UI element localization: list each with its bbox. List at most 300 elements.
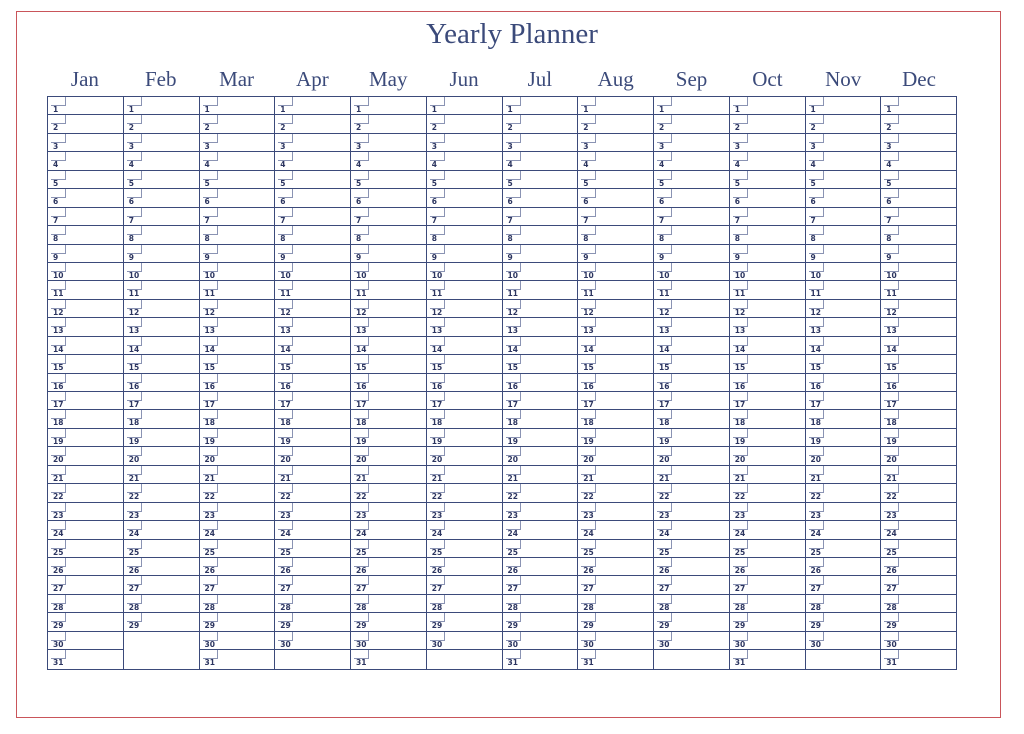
day-cell[interactable]: [275, 337, 350, 355]
day-cell[interactable]: [200, 115, 275, 133]
day-cell[interactable]: [578, 558, 653, 576]
day-cell[interactable]: [200, 337, 275, 355]
day-cell[interactable]: [578, 245, 653, 263]
day-cell[interactable]: [578, 300, 653, 318]
day-cell[interactable]: [881, 374, 956, 392]
day-cell[interactable]: [503, 650, 578, 668]
day-cell[interactable]: [881, 226, 956, 244]
day-cell[interactable]: [275, 613, 350, 631]
day-cell[interactable]: [427, 318, 502, 336]
day-cell[interactable]: [654, 337, 729, 355]
day-cell[interactable]: [578, 466, 653, 484]
day-cell[interactable]: [881, 189, 956, 207]
day-cell[interactable]: [503, 263, 578, 281]
day-cell[interactable]: [806, 97, 881, 115]
day-cell[interactable]: [124, 318, 199, 336]
day-cell[interactable]: [881, 503, 956, 521]
day-cell[interactable]: [503, 595, 578, 613]
day-cell[interactable]: [275, 245, 350, 263]
day-cell[interactable]: [806, 318, 881, 336]
day-cell[interactable]: [654, 300, 729, 318]
day-cell[interactable]: [275, 466, 350, 484]
day-cell[interactable]: [730, 208, 805, 226]
day-cell[interactable]: [578, 355, 653, 373]
day-cell[interactable]: [427, 208, 502, 226]
day-cell[interactable]: [275, 503, 350, 521]
day-cell[interactable]: [427, 540, 502, 558]
day-cell[interactable]: [48, 152, 123, 170]
day-cell[interactable]: [806, 595, 881, 613]
day-cell[interactable]: [351, 263, 426, 281]
day-cell[interactable]: [351, 189, 426, 207]
day-cell[interactable]: [351, 410, 426, 428]
day-cell[interactable]: [48, 540, 123, 558]
day-cell[interactable]: [351, 484, 426, 502]
day-cell[interactable]: [730, 226, 805, 244]
day-cell[interactable]: [503, 337, 578, 355]
day-cell[interactable]: [730, 632, 805, 650]
day-cell[interactable]: [124, 97, 199, 115]
day-cell[interactable]: [427, 245, 502, 263]
day-cell[interactable]: [275, 410, 350, 428]
day-cell[interactable]: [275, 355, 350, 373]
day-cell[interactable]: [200, 263, 275, 281]
day-cell[interactable]: [806, 466, 881, 484]
day-cell[interactable]: [881, 300, 956, 318]
day-cell[interactable]: [124, 337, 199, 355]
day-cell[interactable]: [48, 558, 123, 576]
day-cell[interactable]: [124, 281, 199, 299]
day-cell[interactable]: [881, 540, 956, 558]
day-cell[interactable]: [48, 613, 123, 631]
day-cell[interactable]: [200, 208, 275, 226]
day-cell[interactable]: [730, 650, 805, 668]
day-cell[interactable]: [275, 374, 350, 392]
day-cell[interactable]: [654, 484, 729, 502]
day-cell[interactable]: [427, 263, 502, 281]
day-cell[interactable]: [881, 245, 956, 263]
day-cell[interactable]: [48, 595, 123, 613]
day-cell[interactable]: [124, 576, 199, 594]
day-cell[interactable]: [124, 374, 199, 392]
day-cell[interactable]: [654, 281, 729, 299]
day-cell[interactable]: [654, 632, 729, 650]
day-cell[interactable]: [730, 189, 805, 207]
day-cell[interactable]: [124, 595, 199, 613]
day-cell[interactable]: [654, 613, 729, 631]
day-cell[interactable]: [351, 245, 426, 263]
day-cell[interactable]: [730, 263, 805, 281]
day-cell[interactable]: [200, 300, 275, 318]
day-cell[interactable]: [806, 540, 881, 558]
day-cell[interactable]: [578, 189, 653, 207]
day-cell[interactable]: [351, 650, 426, 668]
day-cell[interactable]: [881, 318, 956, 336]
day-cell[interactable]: [654, 576, 729, 594]
day-cell[interactable]: [654, 263, 729, 281]
day-cell[interactable]: [881, 613, 956, 631]
day-cell[interactable]: [654, 595, 729, 613]
day-cell[interactable]: [351, 152, 426, 170]
day-cell[interactable]: [578, 97, 653, 115]
day-cell[interactable]: [124, 392, 199, 410]
day-cell[interactable]: [48, 300, 123, 318]
day-cell[interactable]: [578, 613, 653, 631]
day-cell[interactable]: [351, 97, 426, 115]
day-cell[interactable]: [578, 521, 653, 539]
day-cell[interactable]: [275, 521, 350, 539]
day-cell[interactable]: [427, 281, 502, 299]
day-cell[interactable]: [275, 595, 350, 613]
day-cell[interactable]: [427, 410, 502, 428]
day-cell[interactable]: [351, 521, 426, 539]
day-cell[interactable]: [881, 281, 956, 299]
day-cell[interactable]: [351, 115, 426, 133]
day-cell[interactable]: [351, 558, 426, 576]
day-cell[interactable]: [427, 503, 502, 521]
day-cell[interactable]: [427, 97, 502, 115]
day-cell[interactable]: [578, 632, 653, 650]
day-cell[interactable]: [427, 466, 502, 484]
day-cell[interactable]: [730, 134, 805, 152]
day-cell[interactable]: [730, 540, 805, 558]
day-cell[interactable]: [730, 392, 805, 410]
day-cell[interactable]: [124, 171, 199, 189]
day-cell[interactable]: [503, 613, 578, 631]
day-cell[interactable]: [351, 503, 426, 521]
day-cell[interactable]: [806, 503, 881, 521]
day-cell[interactable]: [427, 152, 502, 170]
day-cell[interactable]: [48, 392, 123, 410]
day-cell[interactable]: [275, 171, 350, 189]
day-cell[interactable]: [275, 263, 350, 281]
day-cell[interactable]: [124, 263, 199, 281]
day-cell[interactable]: [654, 245, 729, 263]
day-cell[interactable]: [427, 521, 502, 539]
day-cell[interactable]: [48, 355, 123, 373]
day-cell[interactable]: [578, 392, 653, 410]
day-cell[interactable]: [654, 558, 729, 576]
day-cell[interactable]: [427, 595, 502, 613]
day-cell[interactable]: [730, 171, 805, 189]
day-cell[interactable]: [200, 650, 275, 668]
day-cell[interactable]: [200, 97, 275, 115]
day-cell[interactable]: [351, 226, 426, 244]
day-cell[interactable]: [881, 392, 956, 410]
day-cell[interactable]: [124, 245, 199, 263]
day-cell[interactable]: [427, 429, 502, 447]
day-cell[interactable]: [427, 613, 502, 631]
day-cell[interactable]: [200, 281, 275, 299]
day-cell[interactable]: [275, 429, 350, 447]
day-cell[interactable]: [881, 484, 956, 502]
day-cell[interactable]: [124, 410, 199, 428]
day-cell[interactable]: [503, 447, 578, 465]
day-cell[interactable]: [427, 300, 502, 318]
day-cell[interactable]: [578, 576, 653, 594]
day-cell[interactable]: [200, 318, 275, 336]
day-cell[interactable]: [654, 171, 729, 189]
day-cell[interactable]: [124, 134, 199, 152]
day-cell[interactable]: [275, 632, 350, 650]
day-cell[interactable]: [503, 134, 578, 152]
day-cell[interactable]: [48, 245, 123, 263]
day-cell[interactable]: [275, 226, 350, 244]
day-cell[interactable]: [578, 115, 653, 133]
day-cell[interactable]: [351, 540, 426, 558]
day-cell[interactable]: [351, 595, 426, 613]
day-cell[interactable]: [806, 263, 881, 281]
day-cell[interactable]: [881, 115, 956, 133]
day-cell[interactable]: [351, 466, 426, 484]
day-cell[interactable]: [578, 484, 653, 502]
day-cell[interactable]: [578, 152, 653, 170]
day-cell[interactable]: [48, 226, 123, 244]
day-cell[interactable]: [578, 503, 653, 521]
day-cell[interactable]: [578, 429, 653, 447]
day-cell[interactable]: [351, 374, 426, 392]
day-cell[interactable]: [881, 97, 956, 115]
day-cell[interactable]: [806, 171, 881, 189]
day-cell[interactable]: [503, 521, 578, 539]
day-cell[interactable]: [654, 318, 729, 336]
day-cell[interactable]: [654, 226, 729, 244]
day-cell[interactable]: [578, 337, 653, 355]
day-cell[interactable]: [578, 595, 653, 613]
day-cell[interactable]: [881, 558, 956, 576]
day-cell[interactable]: [427, 392, 502, 410]
day-cell[interactable]: [200, 576, 275, 594]
day-cell[interactable]: [503, 410, 578, 428]
day-cell[interactable]: [654, 115, 729, 133]
day-cell[interactable]: [730, 374, 805, 392]
day-cell[interactable]: [881, 447, 956, 465]
day-cell[interactable]: [503, 466, 578, 484]
day-cell[interactable]: [200, 245, 275, 263]
day-cell[interactable]: [806, 521, 881, 539]
day-cell[interactable]: [654, 355, 729, 373]
day-cell[interactable]: [730, 558, 805, 576]
day-cell[interactable]: [124, 558, 199, 576]
day-cell[interactable]: [48, 521, 123, 539]
day-cell[interactable]: [48, 263, 123, 281]
day-cell[interactable]: [806, 281, 881, 299]
day-cell[interactable]: [578, 281, 653, 299]
day-cell[interactable]: [351, 429, 426, 447]
day-cell[interactable]: [881, 208, 956, 226]
day-cell[interactable]: [275, 558, 350, 576]
day-cell[interactable]: [503, 115, 578, 133]
day-cell[interactable]: [200, 595, 275, 613]
day-cell[interactable]: [427, 558, 502, 576]
day-cell[interactable]: [806, 152, 881, 170]
day-cell[interactable]: [654, 97, 729, 115]
day-cell[interactable]: [200, 632, 275, 650]
day-cell[interactable]: [730, 447, 805, 465]
day-cell[interactable]: [48, 281, 123, 299]
day-cell[interactable]: [881, 410, 956, 428]
day-cell[interactable]: [806, 484, 881, 502]
day-cell[interactable]: [503, 152, 578, 170]
day-cell[interactable]: [578, 134, 653, 152]
day-cell[interactable]: [654, 152, 729, 170]
day-cell[interactable]: [503, 392, 578, 410]
day-cell[interactable]: [806, 576, 881, 594]
day-cell[interactable]: [806, 429, 881, 447]
day-cell[interactable]: [806, 392, 881, 410]
day-cell[interactable]: [503, 208, 578, 226]
day-cell[interactable]: [427, 374, 502, 392]
day-cell[interactable]: [48, 189, 123, 207]
day-cell[interactable]: [730, 484, 805, 502]
day-cell[interactable]: [275, 97, 350, 115]
day-cell[interactable]: [806, 632, 881, 650]
day-cell[interactable]: [124, 152, 199, 170]
day-cell[interactable]: [578, 374, 653, 392]
day-cell[interactable]: [578, 208, 653, 226]
day-cell[interactable]: [427, 632, 502, 650]
day-cell[interactable]: [200, 484, 275, 502]
day-cell[interactable]: [427, 355, 502, 373]
day-cell[interactable]: [881, 521, 956, 539]
day-cell[interactable]: [730, 97, 805, 115]
day-cell[interactable]: [730, 300, 805, 318]
day-cell[interactable]: [654, 540, 729, 558]
day-cell[interactable]: [200, 558, 275, 576]
day-cell[interactable]: [730, 245, 805, 263]
day-cell[interactable]: [654, 466, 729, 484]
day-cell[interactable]: [351, 447, 426, 465]
day-cell[interactable]: [200, 134, 275, 152]
day-cell[interactable]: [427, 226, 502, 244]
day-cell[interactable]: [351, 576, 426, 594]
day-cell[interactable]: [200, 410, 275, 428]
day-cell[interactable]: [730, 410, 805, 428]
day-cell[interactable]: [806, 226, 881, 244]
day-cell[interactable]: [275, 189, 350, 207]
day-cell[interactable]: [730, 429, 805, 447]
day-cell[interactable]: [503, 281, 578, 299]
day-cell[interactable]: [351, 392, 426, 410]
day-cell[interactable]: [351, 337, 426, 355]
day-cell[interactable]: [503, 632, 578, 650]
day-cell[interactable]: [275, 447, 350, 465]
day-cell[interactable]: [503, 558, 578, 576]
day-cell[interactable]: [124, 447, 199, 465]
day-cell[interactable]: [351, 300, 426, 318]
day-cell[interactable]: [48, 337, 123, 355]
day-cell[interactable]: [275, 115, 350, 133]
day-cell[interactable]: [578, 171, 653, 189]
day-cell[interactable]: [503, 355, 578, 373]
day-cell[interactable]: [654, 521, 729, 539]
day-cell[interactable]: [48, 318, 123, 336]
day-cell[interactable]: [427, 189, 502, 207]
day-cell[interactable]: [578, 447, 653, 465]
day-cell[interactable]: [48, 429, 123, 447]
day-cell[interactable]: [503, 300, 578, 318]
day-cell[interactable]: [275, 484, 350, 502]
day-cell[interactable]: [578, 540, 653, 558]
day-cell[interactable]: [881, 466, 956, 484]
day-cell[interactable]: [351, 613, 426, 631]
day-cell[interactable]: [730, 355, 805, 373]
day-cell[interactable]: [881, 134, 956, 152]
day-cell[interactable]: [806, 374, 881, 392]
day-cell[interactable]: [578, 263, 653, 281]
day-cell[interactable]: [806, 300, 881, 318]
day-cell[interactable]: [275, 134, 350, 152]
day-cell[interactable]: [275, 540, 350, 558]
day-cell[interactable]: [881, 171, 956, 189]
day-cell[interactable]: [200, 355, 275, 373]
day-cell[interactable]: [351, 355, 426, 373]
day-cell[interactable]: [806, 613, 881, 631]
day-cell[interactable]: [48, 632, 123, 650]
day-cell[interactable]: [275, 300, 350, 318]
day-cell[interactable]: [351, 134, 426, 152]
day-cell[interactable]: [730, 337, 805, 355]
day-cell[interactable]: [124, 115, 199, 133]
day-cell[interactable]: [654, 392, 729, 410]
day-cell[interactable]: [48, 503, 123, 521]
day-cell[interactable]: [275, 208, 350, 226]
day-cell[interactable]: [48, 576, 123, 594]
day-cell[interactable]: [427, 134, 502, 152]
day-cell[interactable]: [654, 429, 729, 447]
day-cell[interactable]: [730, 595, 805, 613]
day-cell[interactable]: [881, 355, 956, 373]
day-cell[interactable]: [351, 281, 426, 299]
day-cell[interactable]: [48, 484, 123, 502]
day-cell[interactable]: [806, 355, 881, 373]
day-cell[interactable]: [48, 447, 123, 465]
day-cell[interactable]: [806, 410, 881, 428]
day-cell[interactable]: [124, 208, 199, 226]
day-cell[interactable]: [427, 447, 502, 465]
day-cell[interactable]: [654, 447, 729, 465]
day-cell[interactable]: [275, 152, 350, 170]
day-cell[interactable]: [881, 429, 956, 447]
day-cell[interactable]: [730, 152, 805, 170]
day-cell[interactable]: [275, 576, 350, 594]
day-cell[interactable]: [427, 337, 502, 355]
day-cell[interactable]: [881, 650, 956, 668]
day-cell[interactable]: [503, 245, 578, 263]
day-cell[interactable]: [124, 189, 199, 207]
day-cell[interactable]: [124, 429, 199, 447]
day-cell[interactable]: [200, 429, 275, 447]
day-cell[interactable]: [124, 226, 199, 244]
day-cell[interactable]: [654, 208, 729, 226]
day-cell[interactable]: [654, 410, 729, 428]
day-cell[interactable]: [124, 300, 199, 318]
day-cell[interactable]: [48, 374, 123, 392]
day-cell[interactable]: [124, 521, 199, 539]
day-cell[interactable]: [351, 632, 426, 650]
day-cell[interactable]: [200, 189, 275, 207]
day-cell[interactable]: [730, 576, 805, 594]
day-cell[interactable]: [654, 374, 729, 392]
day-cell[interactable]: [200, 374, 275, 392]
day-cell[interactable]: [806, 245, 881, 263]
day-cell[interactable]: [503, 576, 578, 594]
day-cell[interactable]: [124, 503, 199, 521]
day-cell[interactable]: [503, 171, 578, 189]
day-cell[interactable]: [48, 410, 123, 428]
day-cell[interactable]: [427, 115, 502, 133]
day-cell[interactable]: [48, 208, 123, 226]
